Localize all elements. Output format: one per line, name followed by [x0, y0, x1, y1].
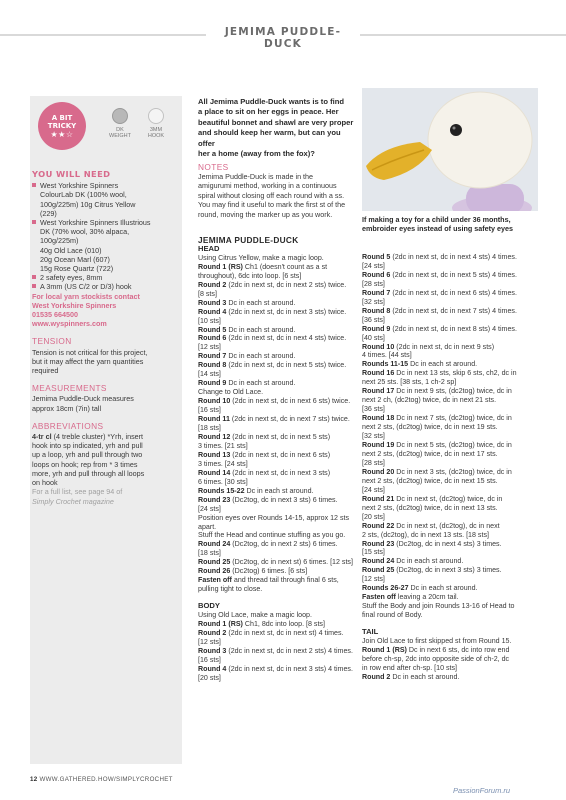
round-instruction: (2dc in next st, dc in next 7 sts) twice. [229, 415, 350, 424]
round-label: Round 1 (RS) [198, 262, 243, 271]
round-line [198, 496, 358, 505]
difficulty-stars-icon: ★★☆ [50, 130, 74, 139]
round-instruction: (Dc2tog, dc in next 3 sts) 3 times. [394, 566, 502, 575]
pattern-line: [24 sts] [198, 504, 221, 513]
materials-list [32, 181, 180, 291]
round-label: Round 4 [198, 307, 227, 316]
pattern-line: next 2 sts, (dc2tog) twice, dc in next 17 sts. [362, 449, 498, 458]
pattern-line: [16 sts] [198, 406, 221, 415]
round-instruction: (2dc in next st, dc in next 5 sts) [230, 432, 331, 441]
round-line [198, 361, 358, 370]
pattern-title: JEMIMA PUDDLE-DUCK [198, 235, 299, 245]
pattern-line: 2 sts, (dc2tog), dc in next 13 sts. [18 sts] [362, 530, 489, 539]
round-instruction: (2dc in next st, dc in next 3 sts) [230, 468, 331, 477]
round-line [362, 414, 538, 423]
pattern-line: Change to Old Lace. [198, 388, 264, 397]
measurements-body [32, 394, 180, 412]
round-line [362, 468, 538, 477]
pattern-line: [12 sts] [198, 343, 221, 352]
round-instruction: Dc in next st, (dc2tog) twice, dc in [394, 494, 503, 503]
abbreviation-line [32, 478, 180, 487]
round-instruction: Dc in each st around. [390, 672, 460, 681]
hook-size-line1: 3MM [149, 127, 163, 133]
notes-body [198, 172, 356, 219]
hook-size-line2: HOOK [147, 133, 165, 139]
caption-line: If making a toy for a child under 36 months, [362, 215, 511, 224]
pattern-line: [24 sts] [362, 485, 385, 494]
round-line [362, 566, 538, 575]
tension-line: required [32, 366, 59, 376]
page-number: 12 [30, 776, 38, 783]
caption-line: embroider eyes instead of using safety eyes [362, 224, 513, 234]
round-label: Round 8 [362, 306, 391, 315]
pattern-line: [18 sts] [198, 549, 221, 558]
round-label: Round 10 [198, 397, 231, 406]
round-label: Round 19 [362, 441, 395, 450]
notes-heading: NOTES [198, 162, 229, 172]
abbreviation-line [32, 460, 180, 469]
round-instruction: (2dc in next st, dc in next 5 sts) twice. [226, 361, 347, 370]
material-item [32, 218, 180, 273]
difficulty-label: A BIT TRICKY [47, 114, 77, 130]
round-label: Round 11 [198, 415, 230, 424]
round-line [362, 673, 538, 682]
round-label: Fasten off [362, 593, 396, 602]
pattern-line: next 2 ch, (dc2tog) twice, dc in next 21 sts. [362, 396, 497, 405]
notes-line: round, moving the marker up as you work. [198, 209, 333, 219]
round-instruction: (2dc in next st, dc in next 8 sts) 4 times. [390, 324, 517, 333]
pattern-line: [36 sts] [362, 315, 385, 324]
round-label: Round 4 [198, 664, 227, 673]
yarn-weight-line2: WEIGHT [109, 133, 131, 139]
pattern-line: final round of Body. [362, 611, 423, 620]
pattern-line: [14 sts] [198, 370, 221, 379]
pattern-line: 3 times. [24 sts] [198, 459, 248, 468]
pattern-line: [28 sts] [362, 458, 385, 467]
pattern-line: [32 sts] [362, 297, 385, 306]
round-line [362, 253, 538, 262]
round-instruction: (2dc in next st, dc in next 3 sts) 4 times. [226, 664, 353, 673]
pattern-line: in row end after ch-sp. [10 sts] [362, 663, 458, 672]
intro-line: and should keep her warm, but can you offer [198, 128, 341, 148]
round-label: Round 13 [198, 450, 231, 459]
pattern-line: [18 sts] [198, 424, 221, 433]
round-instruction: Dc in next 3 sts, (dc2tog) twice, dc in [394, 467, 512, 476]
page-footer [30, 776, 173, 783]
round-line [198, 620, 358, 629]
round-instruction: Dc in next 9 sts, (dc2tog) twice, dc in [394, 387, 512, 396]
round-line [362, 360, 538, 369]
pattern-line: [20 sts] [362, 512, 385, 521]
pattern-line: next 25 sts. [38 sts, 1 ch-2 sp] [362, 378, 457, 387]
round-line [198, 558, 358, 567]
stockist-website-link[interactable]: www.wyspinners.com [32, 319, 107, 329]
round-instruction: Dc in each st around. [394, 557, 464, 566]
hook-icon [148, 108, 164, 124]
round-label: Round 20 [362, 467, 395, 476]
abbreviation-text: up a loop, yrh and pull through two [32, 450, 143, 460]
pattern-line: throughout), 6dc into loop. [6 sts] [198, 271, 302, 280]
round-label: Round 24 [198, 540, 231, 549]
material-line: 40g Old Lace (010) [40, 245, 102, 255]
material-line: A 3mm (US C/2 or D/3) hook [40, 282, 132, 292]
round-label: Round 9 [198, 379, 227, 388]
material-line: 2 safety eyes, 8mm [40, 273, 103, 283]
measurements-line: approx 18cm (7in) tall [32, 403, 102, 413]
round-instruction: (Dc2tog) 6 times. [6 sts] [230, 567, 308, 576]
abbreviation-text: (4 treble cluster) *Yrh, insert [51, 432, 144, 442]
material-line: (229) [40, 208, 57, 218]
sidebar [30, 96, 182, 764]
yarn-ball-icon [112, 108, 128, 124]
abbreviation-line [32, 441, 180, 450]
pattern-line: next 2 sts, (dc2tog) twice, dc in next 19 sts. [362, 423, 498, 432]
round-label: Round 2 [198, 628, 227, 637]
round-instruction: Dc in each st around. [226, 379, 296, 388]
pattern-line: 6 times. [30 sts] [198, 477, 248, 486]
round-instruction: (2dc in next st, dc in next 4 sts) twice. [226, 334, 347, 343]
yarn-weight-label [100, 127, 140, 139]
pattern-line: Using Citrus Yellow, make a magic loop. [198, 253, 324, 262]
measurements-heading: MEASUREMENTS [32, 383, 107, 394]
round-instruction: Dc in each st around. [408, 584, 478, 593]
material-line: DK (70% wool, 30% alpaca, [40, 227, 130, 237]
round-label: Round 16 [362, 369, 395, 378]
tension-body [32, 348, 180, 376]
pattern-line: [32 sts] [362, 432, 385, 441]
duck-illustration [362, 88, 538, 211]
measurements-line: Jemima Puddle-Duck measures [32, 394, 134, 404]
round-instruction: Dc in next 13 sts, skip 6 sts, ch2, dc in [394, 369, 517, 378]
page-header [0, 26, 566, 50]
tension-line: Tension is not critical for this project, [32, 347, 148, 357]
round-label: Round 18 [362, 414, 395, 423]
material-line: ColourLab DK (100% wool, [40, 190, 127, 200]
pattern-line: Stuff the Body and join Rounds 13-16 of Head to [362, 602, 515, 611]
abbreviation-text: hook into sp indicated, yrh and pull [32, 441, 143, 451]
round-line [362, 343, 538, 352]
section-heading: HEAD [198, 243, 220, 253]
round-line [362, 522, 538, 531]
notes-line: spiral without closing off each round with a ss. [198, 190, 345, 200]
pattern-line: next 2 sts, (dc2tog) twice, dc in next 13 sts. [362, 503, 498, 512]
material-line: West Yorkshire Spinners [40, 181, 119, 191]
round-line [198, 379, 358, 388]
round-instruction: (2dc in next st, dc in next st) 4 times. [226, 628, 344, 637]
round-label: Round 6 [362, 270, 391, 279]
section-gap [198, 594, 358, 602]
round-instruction: (Dc2tog, dc in next st) 6 times. [12 sts] [230, 558, 353, 567]
round-line [362, 646, 538, 655]
pattern-line: 4 times. [44 sts] [362, 351, 412, 360]
yarn-weight-line1: DK [116, 127, 124, 133]
round-label: Round 26 [198, 567, 231, 576]
round-instruction: (2dc in next st, dc in next 2 sts) 4 times. [226, 646, 353, 655]
round-label: Round 5 [362, 253, 391, 261]
round-line [198, 567, 358, 576]
round-line [198, 326, 358, 335]
abbreviations-body [32, 432, 180, 487]
round-instruction: (2dc in next st, dc in next 3 sts) twice. [226, 307, 347, 316]
round-line [198, 299, 358, 308]
stockist-line1: For local yarn stockists contact [32, 291, 140, 301]
round-instruction: Dc in each st around. [226, 352, 296, 361]
intro-text [198, 97, 356, 159]
round-label: Rounds 15-22 [198, 486, 245, 495]
pattern-line: before ch-sp, 2dc into opposite side of ch-2, dc [362, 654, 510, 663]
round-label: Round 3 [198, 298, 227, 307]
round-label: Round 22 [362, 521, 395, 530]
pattern-line: [8 sts] [198, 289, 217, 298]
round-line [198, 415, 358, 424]
round-label: Round 7 [198, 352, 227, 361]
material-item [32, 181, 180, 218]
round-line [362, 495, 538, 504]
round-label: Round 24 [362, 557, 395, 566]
abbreviation-text: more, yrh and pull through all loops [32, 468, 145, 478]
round-label: Round 5 [198, 325, 227, 334]
round-line [362, 593, 538, 602]
round-instruction: (2dc in next st, dc in next 7 sts) 4 times. [390, 306, 517, 315]
round-instruction: (2dc in next st, dc in next 5 sts) 4 times. [390, 270, 517, 279]
badge-row [30, 96, 182, 158]
pattern-line: [16 sts] [198, 655, 221, 664]
round-label: Round 12 [198, 432, 231, 441]
round-instruction: (Dc2tog, dc in next 4 sts) 3 times. [394, 539, 502, 548]
round-line [198, 397, 358, 406]
round-instruction: Dc in each st around. [408, 360, 478, 369]
round-instruction: Dc in each st around. [244, 486, 314, 495]
abbreviation-text: on hook [32, 478, 58, 488]
section-heading: BODY [198, 601, 220, 611]
round-label: Round 23 [362, 539, 395, 548]
round-instruction: (Dc2tog, dc in next 2 sts) 6 times. [230, 540, 338, 549]
section-heading: TAIL [362, 627, 379, 637]
pattern-line: apart. [198, 522, 217, 531]
you-will-need-heading: YOU WILL NEED [32, 169, 111, 179]
abbreviation-line [32, 469, 180, 478]
material-line: 20g Ocean Marl (607) [40, 254, 110, 264]
round-line [362, 369, 538, 378]
pattern-line: [10 sts] [198, 316, 221, 325]
round-label: Round 21 [362, 494, 395, 503]
pattern-column-right [362, 253, 538, 682]
intro-line: beautiful bonnet and shawl are very proper [198, 117, 354, 127]
tension-line: but it may affect the yarn quantities [32, 356, 144, 366]
photo-caption [362, 215, 540, 234]
pattern-line: Join Old Lace to first skipped st from Round 15. [362, 637, 512, 646]
round-label: Round 7 [362, 288, 391, 297]
footer-url-link[interactable]: WWW.GATHERED.HOW/SIMPLYCROCHET [39, 776, 173, 783]
notes-line: You may find it useful to mark the first st of the [198, 200, 346, 210]
round-label: Fasten off [198, 576, 232, 585]
intro-line: a place to sit on her eggs in peace. Her [198, 107, 339, 117]
round-instruction: Dc in next 5 sts, (dc2tog) twice, dc in [394, 441, 512, 450]
abbreviation-term: 4-tr cl [32, 432, 52, 442]
round-instruction: Dc in next 6 sts, dc into row end [406, 645, 510, 654]
round-label: Rounds 26-27 [362, 584, 409, 593]
stockist-phone: 01535 664500 [32, 310, 78, 320]
page-title: JEMIMA PUDDLE-DUCK [224, 26, 342, 50]
round-label: Round 10 [362, 342, 395, 351]
round-line [198, 540, 358, 549]
round-line [198, 451, 358, 460]
round-instruction: (2dc in next st, dc in next 4 sts) 4 times. [390, 253, 517, 261]
round-instruction: and thread tail through final 6 sts, [231, 576, 339, 585]
round-line [362, 289, 538, 298]
pattern-line: Stuff the Head and continue stuffing as you go. [198, 531, 346, 540]
pattern-line: [40 sts] [362, 333, 385, 342]
round-line [198, 576, 358, 585]
round-label: Round 8 [198, 361, 227, 370]
round-label: Round 9 [362, 324, 391, 333]
pattern-line: Using Old Lace, make a magic loop. [198, 611, 312, 620]
pattern-line: [12 sts] [362, 575, 385, 584]
round-line [198, 629, 358, 638]
round-instruction: leaving a 20cm tail. [395, 593, 459, 602]
round-instruction: Dc in next 7 sts, (dc2tog) twice, dc in [394, 414, 512, 423]
round-label: Round 1 (RS) [362, 645, 407, 654]
round-line [198, 487, 358, 496]
round-instruction: Dc in each st around. [226, 298, 296, 307]
round-instruction: (2dc in next st, dc in next 2 sts) twice. [226, 280, 347, 289]
pattern-line: next 2 sts, (dc2tog) twice, dc in next 15 sts. [362, 476, 498, 485]
abbreviations-ref-line2: Simply Crochet magazine [32, 496, 114, 506]
pattern-line: [24 sts] [362, 261, 385, 270]
material-line: 100g/225m) [40, 236, 79, 246]
round-instruction: (2dc in next st, dc in next 6 sts) twice. [230, 397, 351, 406]
round-label: Round 25 [198, 558, 231, 567]
header-rule-right [360, 34, 566, 36]
abbreviations-ref-line1: For a full list, see page 94 of [32, 487, 123, 497]
round-line [198, 433, 358, 442]
material-item [32, 282, 180, 291]
notes-line: amigurumi method, working in a continuous [198, 181, 337, 191]
round-line [198, 281, 358, 290]
pattern-line: Position eyes over Rounds 14-15, approx 12 sts [198, 513, 350, 522]
round-label: Round 2 [198, 280, 227, 289]
round-line [198, 308, 358, 317]
round-label: Round 17 [362, 387, 395, 396]
material-line: 15g Rose Quartz (722) [40, 264, 114, 274]
round-line [198, 665, 358, 674]
abbreviation-line [32, 432, 180, 441]
intro-line: All Jemima Puddle-Duck wants is to find [198, 97, 344, 106]
hook-size-label [136, 127, 176, 139]
round-label: Round 23 [198, 495, 231, 504]
round-instruction: (2dc in next st, dc in next 6 sts) 4 times. [390, 288, 517, 297]
round-line [362, 557, 538, 566]
round-line [362, 387, 538, 396]
round-line [362, 441, 538, 450]
material-item [32, 273, 180, 282]
header-rule-left [0, 34, 206, 36]
round-line [198, 647, 358, 656]
pattern-line: [28 sts] [362, 279, 385, 288]
round-label: Round 14 [198, 468, 231, 477]
watermark-text: PassionForum.ru [453, 786, 511, 795]
round-line [198, 352, 358, 361]
round-line [362, 325, 538, 334]
round-label: Round 2 [362, 672, 391, 681]
abbreviations-heading: ABBREVIATIONS [32, 420, 104, 431]
section-gap [362, 620, 538, 628]
pattern-line: [20 sts] [198, 673, 221, 682]
material-line: 100g/225m) 10g Citrus Yellow [40, 199, 136, 209]
tension-heading: TENSION [32, 336, 72, 347]
round-line [362, 584, 538, 593]
round-label: Rounds 11-15 [362, 360, 409, 369]
round-instruction: Dc in next st, (dc2tog), dc in next [394, 521, 500, 530]
pattern-line: [36 sts] [362, 405, 385, 414]
round-label: Round 6 [198, 334, 227, 343]
duck-photo [362, 88, 538, 211]
material-line: West Yorkshire Spinners Illustrious [40, 218, 151, 228]
notes-line: Jemima Puddle-Duck is made in the [198, 172, 314, 181]
round-instruction: Dc in each st around. [226, 325, 296, 334]
round-label: Round 1 (RS) [198, 620, 243, 629]
pattern-column-left [198, 236, 358, 683]
round-line [362, 271, 538, 280]
round-line [362, 540, 538, 549]
difficulty-badge [38, 102, 86, 150]
abbreviation-text: loops on hook; rep from * 3 times [32, 459, 138, 469]
round-instruction: (2dc in next st, dc in next 9 sts) [394, 342, 495, 351]
abbreviation-line [32, 450, 180, 459]
pattern-line: [15 sts] [362, 548, 385, 557]
round-label: Round 3 [198, 646, 227, 655]
round-line [198, 334, 358, 343]
pattern-line: 3 times. [21 sts] [198, 441, 248, 450]
pattern-line: pulling tight to close. [198, 585, 263, 594]
round-instruction: Ch1 (doesn't count as a st [242, 262, 328, 271]
round-line [362, 307, 538, 316]
stockist-name: West Yorkshire Spinners [32, 300, 117, 310]
intro-line: her a home (away from the fox)? [198, 149, 315, 159]
round-line [198, 469, 358, 478]
round-instruction: (2dc in next st, dc in next 6 sts) [230, 450, 331, 459]
sidebar-content [32, 170, 180, 506]
round-instruction: (Dc2tog, dc in next 3 sts) 6 times. [230, 495, 338, 504]
round-label: Round 25 [362, 566, 395, 575]
round-instruction: Ch1, 8dc into loop. [8 sts] [242, 620, 325, 629]
round-line [198, 263, 358, 272]
pattern-line: [12 sts] [198, 637, 221, 646]
